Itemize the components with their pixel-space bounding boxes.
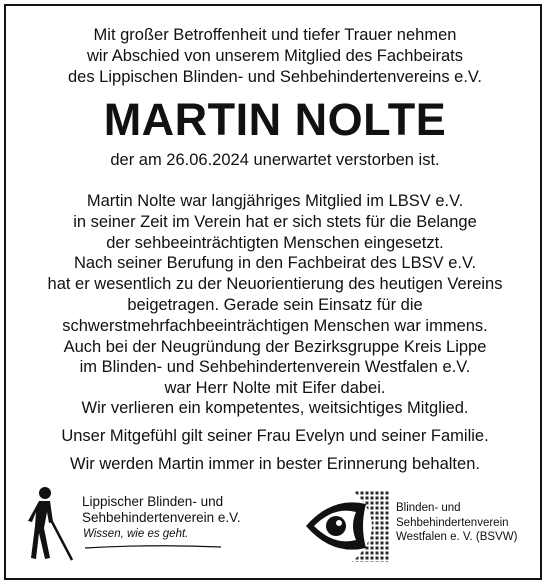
bio-line: war Herr Nolte mit Eifer dabei. [164,379,386,398]
closing-line-loss: Wir verlieren ein kompetentes, weitsichtiges Mitglied. [81,399,469,417]
lbsv-logo [28,486,268,566]
lbsv-name-line: Lippischer Blinden- und [82,494,224,509]
death-date-line: der am 26.06.2024 unerwartet verstorben ist. [110,151,440,169]
intro-line: Mit großer Betroffenheit und tiefer Trauer nehmen [93,26,457,44]
bio-line: Auch bei der Neugründung der Bezirksgruppe Kreis Lippe [63,337,487,356]
lbsv-name [82,494,241,526]
lbsv-slogan: Wissen, wie es geht. [83,528,189,540]
closing-line-condolence: Unser Mitgefühl gilt seiner Frau Evelyn und seiner Familie. [61,427,489,445]
eye-logo-icon [300,486,392,566]
bsvw-name [396,501,517,545]
bio-line: der sehbeeinträchtigten Menschen eingesetzt. [106,233,444,252]
deceased-name: MARTIN NOLTE [103,94,447,145]
intro-line: des Lippischen Blinden- und Sehbehindertenvereins e.V. [67,68,483,86]
bio-line: beigetragen. Gerade sein Einsatz für die [127,295,423,314]
bsvw-name-line: Sehbehindertenverein [396,516,509,529]
bio-line: Nach seiner Berufung in den Fachbeirat des LBSV e.V. [73,254,477,273]
slogan-underline [83,544,223,550]
intro-line: wir Abschied von unserem Mitglied des Fachbeirats [86,47,463,65]
bio-line: schwerstmehrfachbeeinträchtigen Menschen war immens. [62,316,488,335]
bio-line: hat er wesentlich zu der Neuorientierung des heutigen Vereins [47,275,503,294]
bio-line: im Blinden- und Sehbehindertenverein Westfalen e.V. [79,358,471,377]
bsvw-name-line: Blinden- und [396,502,461,514]
bsvw-logo [300,486,530,566]
closing-line-memory: Wir werden Martin immer in bester Erinnerung behalten. [70,455,480,473]
bio-line: Martin Nolte war langjähriges Mitglied im LBSV e.V. [86,192,464,210]
intro-text [0,25,550,88]
bio-line: in seiner Zeit im Verein hat er sich stets für die Belange [73,212,477,231]
biography-text [0,191,550,399]
person-with-cane-icon [28,486,78,564]
lbsv-name-line: Sehbehindertenverein e.V. [82,510,241,525]
bsvw-name-line: Westfalen e. V. (BSVW) [396,531,518,543]
